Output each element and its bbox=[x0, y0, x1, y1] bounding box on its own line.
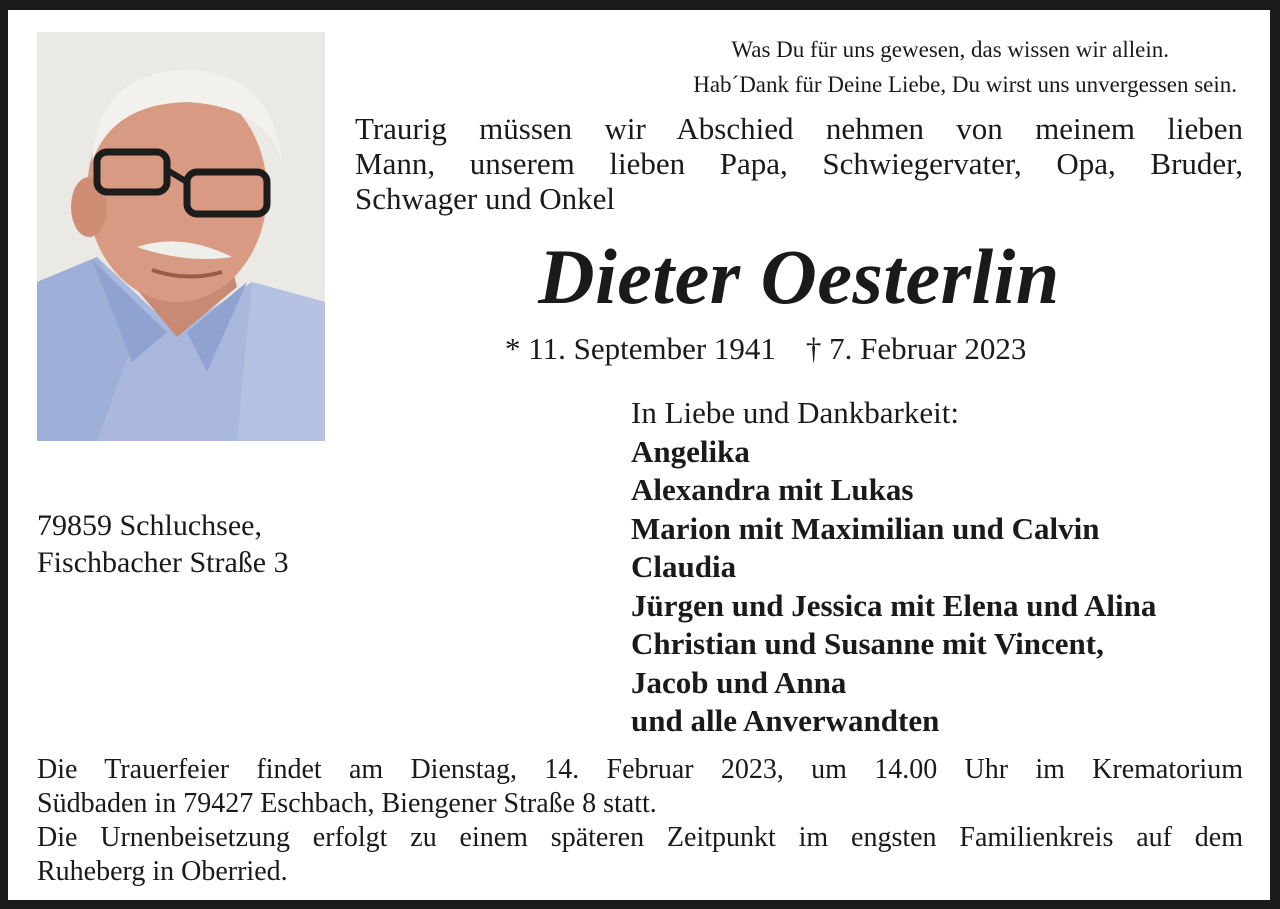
family-member: Angelika bbox=[631, 433, 750, 469]
address-line: Fischbacher Straße 3 bbox=[37, 546, 289, 579]
intro-text bbox=[355, 111, 1243, 216]
intro-line: Traurig müssen wir Abschied nehmen von meinem lieben bbox=[355, 111, 1243, 146]
funeral-notice bbox=[37, 753, 1243, 889]
notice-line: Ruheberg in Oberried. bbox=[37, 856, 288, 887]
notice-line: Die Trauerfeier findet am Dienstag, 14. Februar 2023, um 14.00 Uhr im Krematorium bbox=[37, 754, 1243, 785]
family-member: Claudia bbox=[631, 549, 737, 584]
family-member: Alexandra mit Lukas bbox=[631, 472, 914, 507]
life-dates bbox=[505, 329, 1026, 369]
mourning-address bbox=[37, 507, 289, 581]
family-member: und alle Anverwandten bbox=[631, 703, 940, 738]
quote-line: Was Du für uns gewesen, das wissen wir allein. bbox=[731, 37, 1169, 62]
intro-line: Schwager und Onkel bbox=[355, 181, 615, 216]
address-line: 79859 Schluchsee, bbox=[37, 509, 262, 542]
family-member: Christian und Susanne mit Vincent, bbox=[631, 626, 1104, 661]
birth-date: * 11. September 1941 bbox=[505, 331, 776, 366]
family-heading: In Liebe und Dankbarkeit: bbox=[631, 395, 959, 430]
notice-line: Die Urnenbeisetzung erfolgt zu einem späteren Zeitpunkt im engsten Familienkreis auf dem bbox=[37, 822, 1243, 853]
family-member: Jacob und Anna bbox=[631, 664, 847, 700]
death-date: † 7. Februar 2023 bbox=[805, 331, 1027, 366]
obituary-notice bbox=[8, 10, 1270, 900]
portrait-photo bbox=[37, 32, 325, 441]
intro-line: Mann, unserem lieben Papa, Schwiegervater, Opa, Bruder, bbox=[355, 146, 1243, 181]
deceased-name: Dieter Oesterlin bbox=[538, 233, 1060, 320]
family-list bbox=[631, 394, 1251, 741]
family-member: Marion mit Maximilian und Calvin bbox=[631, 510, 1100, 546]
family-member: Jürgen und Jessica mit Elena und Alina bbox=[631, 587, 1157, 623]
quote-line: Hab´Dank für Deine Liebe, Du wirst uns unvergessen sein. bbox=[693, 72, 1237, 97]
notice-line: Südbaden in 79427 Eschbach, Biengener Straße 8 statt. bbox=[37, 788, 657, 819]
memorial-quote bbox=[337, 32, 1237, 102]
